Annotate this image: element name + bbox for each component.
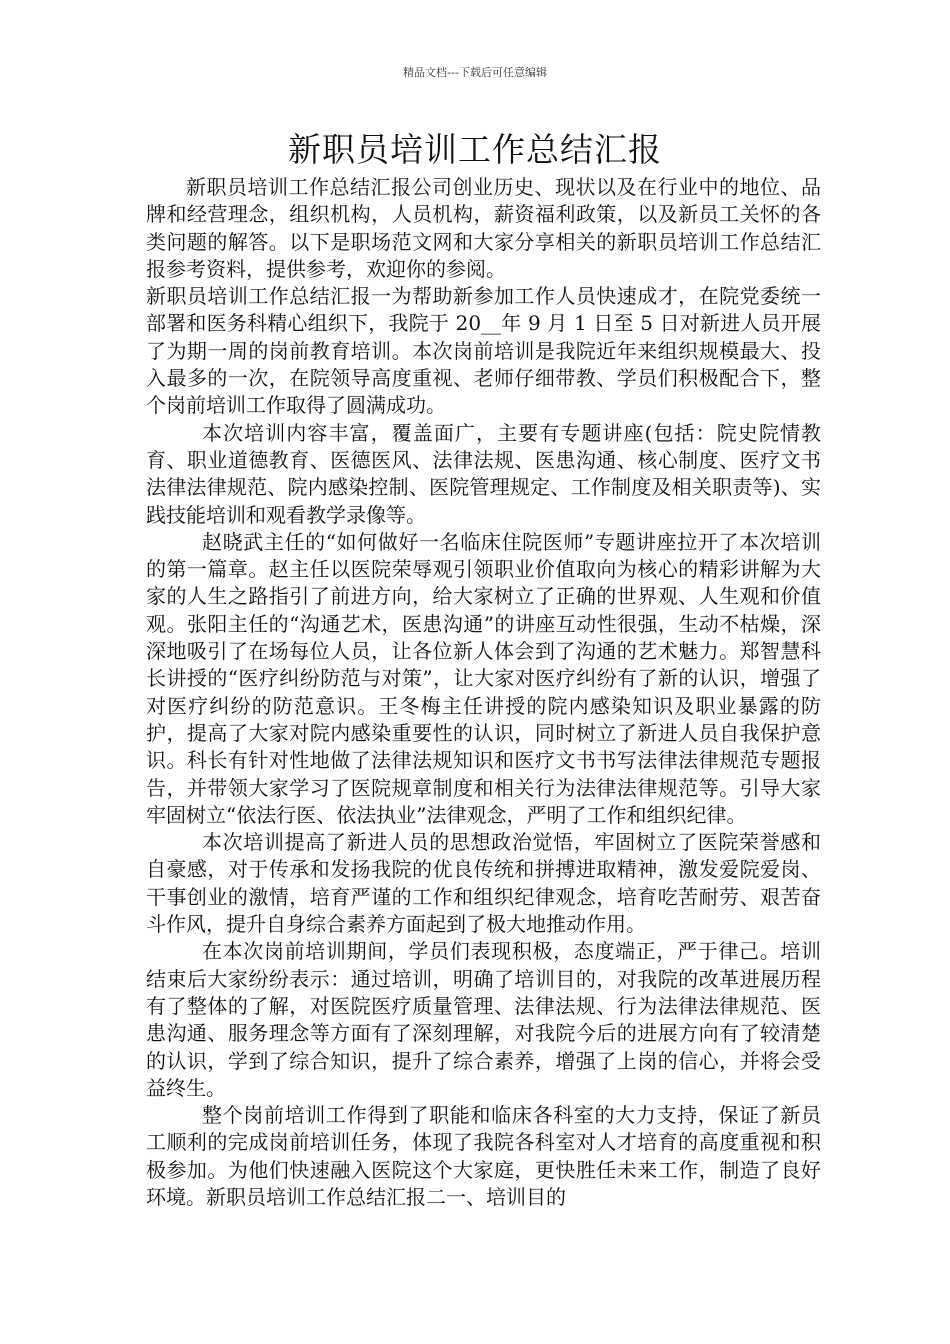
paragraph-report-one: 新职员培训工作总结汇报一为帮助新参加工作人员快速成才，在院党委统一部署和医务科精心组织下，我院于 20__年 9 月 1 日至 5 日对新进人员开展了为期一周的岗前教育培训。本次岗前培训是我院近年来组织规模最大、投入最多的一次，在院领导高度重视、老师仔细带教、学员们积极配合下，整个岗前培训工作取得了圆满成功。 [146, 284, 821, 418]
paragraph-intro: 新职员培训工作总结汇报公司创业历史、现状以及在行业中的地位、品牌和经营理念，组织机构，人员机构，薪资福利政策，以及新员工关怀的各类问题的解答。以下是职场范文网和大家分享相关的新职员培训工作总结汇报参考资料，提供参考，欢迎你的参阅。 [146, 175, 821, 281]
document-title: 新职员培训工作总结汇报 [288, 130, 662, 169]
paragraph-lectures: 赵晓武主任的“如何做好一名临床住院医师”专题讲座拉开了本次培训的第一篇章。赵主任以医院荣辱观引领职业价值取向为核心的精彩讲解为大家的人生之路指引了前进方向，给大家树立了正确的世界观、人生观和价值观。张阳主任的“沟通艺术，医患沟通”的讲座互动性很强，生动不枯燥，深深地吸引了在场每位人员，让各位新人体会到了沟通的艺术魅力。郑智慧科长讲授的“医疗纠纷防范与对策”，让大家对医疗纠纷有了新的认识，增强了对医疗纠纷的防范意识。王冬梅主任讲授的院内感染知识及职业暴露的防护，提高了大家对院内感染重要性的认识，同时树立了新进人员自我保护意识。科长有针对性地做了法律法规知识和医疗文书书写法律法律规范专题报告，并带领大家学习了医院规章制度和相关行为法律法律规范等。引导大家牢固树立“依法行医、依法执业”法律观念，严明了工作和组织纪律。 [146, 529, 821, 827]
paragraph-conclusion: 整个岗前培训工作得到了职能和临床各科室的大力支持，保证了新员工顺利的完成岗前培训任务，体现了我院各科室对人才培育的高度重视和积极参加。为他们快速融入医院这个大家庭，更快胜任未来工作，制造了良好环境。新职员培训工作总结汇报二一、培训目的 [146, 1103, 821, 1209]
page-header: 精品文档---下载后可任意编辑 [403, 66, 547, 79]
paragraph-training-effect: 本次培训提高了新进人员的思想政治觉悟，牢固树立了医院荣誉感和自豪感，对于传承和发扬我院的优良传统和拼搏进取精神，激发爱院爱岗、干事创业的激情，培育严谨的工作和组织纪律观念，培育吃苦耐劳、艰苦奋斗作风，提升自身综合素养方面起到了极大地推动作用。 [146, 830, 821, 937]
paragraph-training-content: 本次培训内容丰富，覆盖面广，主要有专题讲座(包括：院史院情教育、职业道德教育、医德医风、法律法规、医患沟通、核心制度、医疗文书法律法律规范、院内感染控制、医院管理规定、工作制度及相关职责等)、实践技能培训和观看教学录像等。 [146, 420, 821, 527]
document-body [146, 174, 821, 1211]
paragraph-trainee-feedback: 在本次岗前培训期间，学员们表现积极，态度端正，严于律己。培训结束后大家纷纷表示：通过培训，明确了培训目的，对我院的改革进展历程有了整体的了解，对医院医疗质量管理、法律法规、行为法律法律规范、医患沟通、服务理念等方面有了深刻理解，对我院今后的进展方向有了较清楚的认识，学到了综合知识，提升了综合素养，增强了上岗的信心，并将会受益终生。 [146, 939, 821, 1100]
